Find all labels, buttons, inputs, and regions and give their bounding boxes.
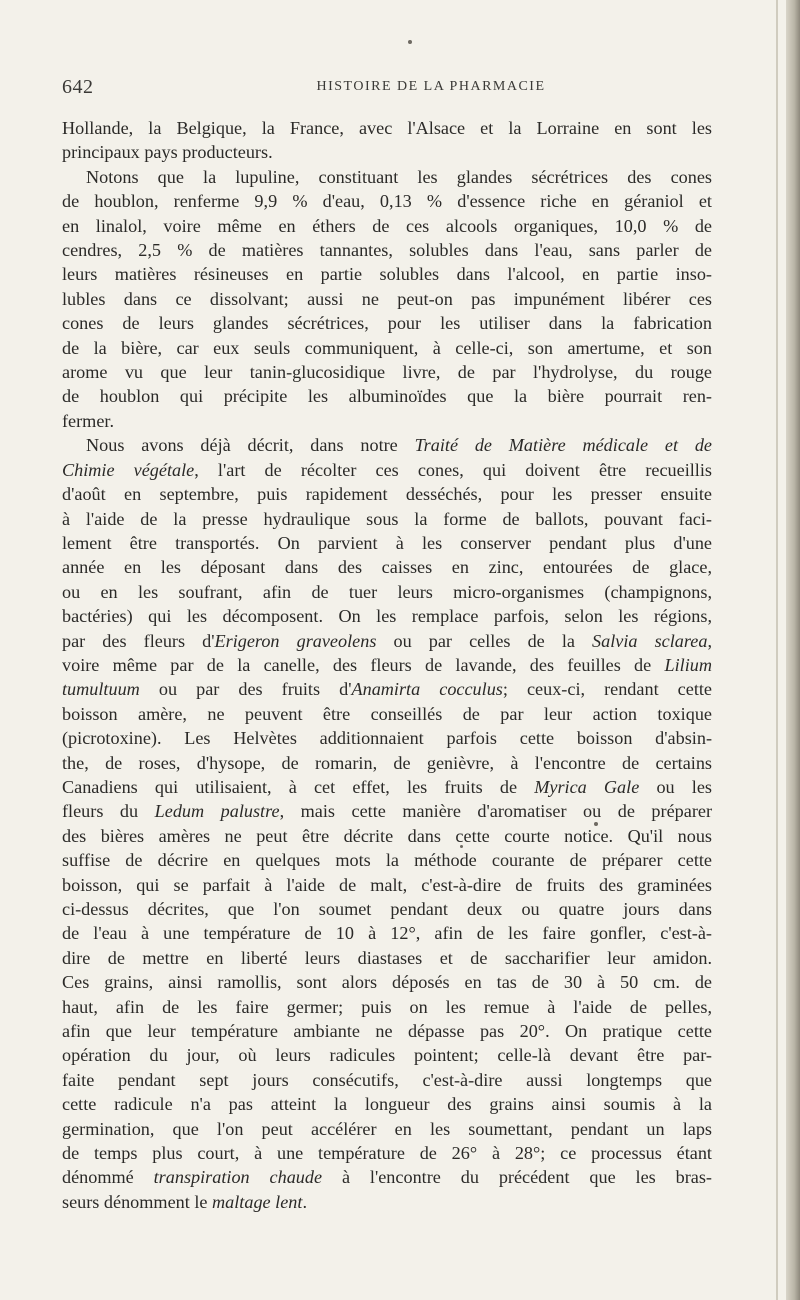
text-line: cette radicule n'a pas atteint la longueur des grains ainsi soumis à la <box>62 1094 712 1115</box>
italic-term: transpiration chaude <box>153 1167 323 1188</box>
text-line: à l'aide de la presse hydraulique sous la forme de ballots, pouvant faci- <box>62 508 712 529</box>
text-line: opération du jour, où leurs radicules pointent; celle-là devant être par- <box>62 1045 712 1066</box>
italic-term: tumultuum <box>62 679 140 700</box>
text-line: cones de leurs glandes sécrétrices, pour les utiliser dans la fabrication <box>62 313 712 334</box>
italic-term: Anamirta cocculus <box>351 679 503 700</box>
text-line: suffise de décrire en quelques mots la méthode courante de préparer cette <box>62 850 712 871</box>
text-line: afin que leur température ambiante ne dépasse pas 20°. On pratique cette <box>62 1021 712 1042</box>
italic-term: Traité de Matière médicale et de <box>414 435 713 456</box>
text-line: lubles dans ce dissolvant; aussi ne peut-on pas impunément libérer ces <box>62 288 712 309</box>
text-line: ou en les soufrant, afin de tuer leurs micro-organismes (champignons, <box>62 581 712 602</box>
body-text <box>62 116 712 1214</box>
text-line: de temps plus court, à une température de 26° à 28°; ce processus étant <box>62 1143 712 1164</box>
italic-term: Lilium <box>664 654 712 675</box>
text-line: de houblon, renferme 9,9 % d'eau, 0,13 % d'essence riche en géraniol et <box>62 191 712 212</box>
text-line: dire de mettre en liberté leurs diastases et de saccharifier leur amidon. <box>62 947 712 968</box>
text-line: Nous avons déjà décrit, dans notre Traité de Matière médicale et de <box>86 435 713 456</box>
page-edge-line <box>776 0 778 1300</box>
running-head: HISTOIRE DE LA PHARMACIE <box>316 79 546 94</box>
italic-term: Chimie végétale <box>62 459 195 480</box>
italic-term: maltage lent <box>212 1191 303 1212</box>
text-line: de l'eau à une température de 10 à 12°, afin de les faire gonfler, c'est-à- <box>62 923 712 944</box>
text-line: fermer. <box>62 410 115 431</box>
page-edge-shadow <box>786 0 800 1300</box>
text-line: de houblon qui précipite les albuminoïdes que la bière pourrait ren- <box>62 386 712 407</box>
text-line: boisson amère, ne peuvent être conseillés de par leur action toxique <box>62 703 712 724</box>
text-line: Ces grains, ainsi ramollis, sont alors déposés en tas de 30 à 50 cm. de <box>62 972 712 993</box>
ink-speck <box>408 40 412 44</box>
text-line: leurs matières résineuses en partie solubles dans l'alcool, en partie inso- <box>62 264 712 285</box>
text-line: Canadiens qui utilisaient, à cet effet, les fruits de Myrica Gale ou les <box>62 776 712 797</box>
italic-term: Myrica Gale <box>534 776 640 797</box>
page-header <box>62 76 730 104</box>
text-line: Notons que la lupuline, constituant les glandes sécrétrices des cones <box>86 166 712 187</box>
text-line: seurs dénomment le maltage lent. <box>62 1191 307 1212</box>
text-line: des bières amères ne peut être décrite dans cette courte notice. Qu'il nous <box>62 825 712 846</box>
text-line: principaux pays producteurs. <box>62 142 273 163</box>
text-line: cendres, 2,5 % de matières tannantes, solubles dans l'eau, sans parler de <box>62 240 712 261</box>
paragraph <box>62 165 712 433</box>
text-line: dénommé transpiration chaude à l'encontre du précédent que les bras- <box>62 1167 712 1188</box>
text-line: germination, que l'on peut accélérer en les soumettant, pendant un laps <box>62 1118 712 1139</box>
italic-term: Ledum palustre <box>154 801 280 822</box>
text-line: d'août en septembre, puis rapidement desséchés, pour les presser ensuite <box>62 484 712 505</box>
italic-term: Salvia sclarea <box>592 630 708 651</box>
text-line: par des fleurs d'Erigeron graveolens ou par celles de la Salvia sclarea, <box>62 630 712 651</box>
text-line: arome vu que leur tanin-glucosidique livre, de par l'hydrolyse, du rouge <box>62 362 712 383</box>
text-line: lement être transportés. On parvient à les conserver pendant plus d'une <box>62 532 712 553</box>
text-line: Chimie végétale, l'art de récolter ces cones, qui doivent être recueillis <box>62 459 712 480</box>
text-line: Hollande, la Belgique, la France, avec l'Alsace et la Lorraine en sont les <box>62 118 712 138</box>
paragraph <box>62 116 712 165</box>
text-line: voire même par de la canelle, des fleurs de lavande, des feuilles de Lilium <box>62 654 712 675</box>
text-line: de la bière, car eux seuls communiquent, à celle-ci, son amertume, et son <box>62 337 712 358</box>
text-line: faite pendant sept jours consécutifs, c'est-à-dire aussi longtemps que <box>62 1069 712 1090</box>
text-line: année en les déposant dans des caisses en zinc, entourées de glace, <box>62 557 712 578</box>
text-line: boisson, qui se parfait à l'aide de malt, c'est-à-dire de fruits des graminées <box>62 874 712 895</box>
page-number: 642 <box>62 76 94 98</box>
text-line: haut, afin de les faire germer; puis on les remue à l'aide de pelles, <box>62 996 712 1017</box>
text-line: bactéries) qui les décomposent. On les remplace parfois, selon les régions, <box>62 606 712 627</box>
text-line: the, de roses, d'hysope, de romarin, de genièvre, à l'encontre de certains <box>62 752 712 773</box>
text-line: (picrotoxine). Les Helvètes additionnaient parfois cette boisson d'absin- <box>62 728 712 749</box>
text-line: en linalol, voire même en éthers de ces alcools organiques, 10,0 % de <box>62 215 712 236</box>
text-line: fleurs du Ledum palustre, mais cette manière d'aromatiser ou de préparer <box>62 801 713 822</box>
paragraph <box>62 433 712 1214</box>
italic-term: Erigeron graveolens <box>214 630 377 651</box>
text-line: ci-dessus décrites, que l'on soumet pendant deux ou quatre jours dans <box>62 899 712 919</box>
text-line: tumultuum ou par des fruits d'Anamirta cocculus; ceux-ci, rendant cette <box>62 679 712 700</box>
